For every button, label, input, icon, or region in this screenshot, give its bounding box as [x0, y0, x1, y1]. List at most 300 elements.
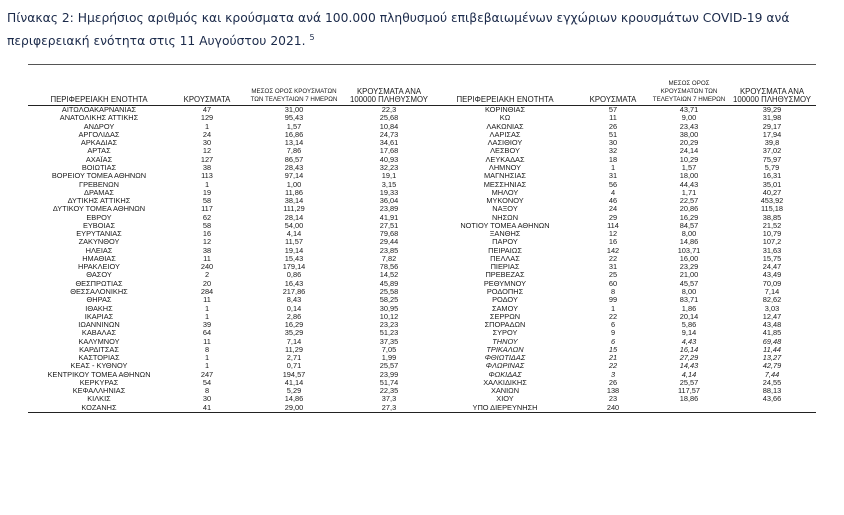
- per100k-cell-right: 43,66: [762, 395, 782, 404]
- per100k-cell-right: 43,48: [762, 320, 782, 330]
- avg7-cell: 95,43: [284, 114, 304, 123]
- per100k-cell: 30,95: [379, 304, 399, 313]
- cases-cell-right: 21: [608, 353, 618, 363]
- region-cell-right: ΡΟΔΟΥ: [492, 296, 518, 305]
- cases-cell-right: 60: [608, 279, 618, 288]
- col-header-region-2: ΠΕΡΙΦΕΡΕΙΑΚΗ ΕΝΟΤΗΤΑ: [456, 95, 554, 104]
- footnote-mark: 5: [309, 33, 315, 42]
- region-cell: ΗΛΕΙΑΣ: [85, 246, 113, 255]
- table-row: [28, 213, 816, 221]
- region-cell-right: ΝΑΞΟΥ: [492, 205, 518, 214]
- avg7-cell: 7,86: [286, 147, 302, 156]
- table-row: [28, 255, 816, 263]
- cases-cell: 113: [201, 172, 213, 181]
- region-cell-right: ΠΕΛΛΑΣ: [490, 254, 520, 263]
- region-cell-right: ΤΡΙΚΑΛΩΝ: [486, 345, 524, 354]
- avg7-cell: 1,57: [286, 122, 302, 131]
- region-cell-right: ΛΑΡΙΣΑΣ: [489, 130, 521, 139]
- avg7-cell: 28,14: [284, 213, 304, 222]
- cases-cell: 1: [204, 122, 210, 131]
- per100k-cell: 45,89: [379, 279, 399, 288]
- avg7-cell: 11,57: [285, 238, 303, 247]
- region-cell-right: ΦΘΙΩΤΙΔΑΣ: [484, 353, 526, 363]
- table-row: [28, 329, 816, 337]
- per100k-cell: 17,68: [379, 147, 399, 156]
- cases-cell: 2: [204, 271, 210, 280]
- cases-cell: 19: [202, 188, 212, 197]
- avg7-cell-right: 24,14: [679, 147, 699, 156]
- per100k-cell: 25,68: [379, 114, 399, 123]
- region-cell-right: ΠΡΕΒΕΖΑΣ: [485, 271, 525, 280]
- table-row: [28, 362, 816, 370]
- region-cell: ΙΚΑΡΙΑΣ: [84, 312, 114, 321]
- cases-cell-right: 56: [608, 180, 618, 189]
- avg7-cell: 16,29: [284, 320, 304, 330]
- cases-cell: 8: [204, 387, 210, 396]
- per100k-cell-right: 40,27: [762, 188, 782, 197]
- avg7-cell: 111,29: [283, 205, 305, 214]
- region-cell: ΔΥΤΙΚΗΣ ΑΤΤΙΚΗΣ: [67, 196, 131, 206]
- avg7-cell-right: 5,86: [681, 320, 697, 330]
- region-cell-right: ΠΙΕΡΙΑΣ: [490, 263, 520, 272]
- cases-cell-right: 51: [608, 130, 618, 139]
- region-cell-right: ΣΠΟΡΑΔΩΝ: [484, 320, 526, 330]
- cases-cell: 47: [202, 105, 212, 115]
- region-cell: ΘΗΡΑΣ: [86, 296, 112, 305]
- avg7-cell-right: 27,29: [679, 353, 699, 363]
- avg7-cell-right: 1,57: [681, 163, 697, 172]
- table-row: [28, 354, 816, 362]
- region-cell: ΗΡΑΚΛΕΙΟΥ: [78, 263, 120, 272]
- avg7-cell-right: 22,57: [679, 196, 699, 206]
- cases-cell: 38: [202, 163, 212, 172]
- caption-text: Πίνακας 2: Ημερήσιος αριθμός και κρούσματα ανά 100.000 πληθυσμού επιβεβαιωμένων εγχώριων κρουσμάτων COVID-19 ανά περιφερειακή ενότητα στις 11 Αυγούστου 2021.: [7, 11, 790, 49]
- avg7-cell: 194,57: [282, 370, 306, 379]
- per100k-cell-right: 35,01: [762, 180, 782, 189]
- avg7-cell-right: 43,71: [679, 105, 699, 115]
- cases-cell-right: 18: [608, 155, 618, 164]
- avg7-cell-right: 16,00: [679, 254, 699, 263]
- region-cell-right: ΧΑΛΚΙΔΙΚΗΣ: [483, 378, 527, 387]
- per100k-cell-right: 39,29: [762, 105, 782, 115]
- region-cell: ΚΑΒΑΛΑΣ: [81, 329, 117, 338]
- avg7-cell-right: 4,43: [681, 337, 697, 346]
- per100k-cell: 27,3: [381, 403, 397, 412]
- region-cell: ΑΝΑΤΟΛΙΚΗΣ ΑΤΤΙΚΗΣ: [59, 114, 139, 123]
- cases-cell: 247: [200, 370, 214, 379]
- cases-cell: 1: [204, 362, 210, 371]
- table-row: [28, 296, 816, 304]
- per100k-cell-right: 38,85: [762, 213, 782, 222]
- per100k-cell-right: 39,8: [764, 139, 780, 148]
- cases-cell: 284: [200, 287, 214, 296]
- table-row: [28, 395, 816, 403]
- per100k-cell: 51,74: [379, 378, 399, 387]
- avg7-cell: 7,14: [286, 337, 302, 346]
- per100k-cell: 10,12: [379, 312, 399, 321]
- region-cell: ΑΧΑΪΑΣ: [85, 155, 113, 164]
- region-cell: ΚΑΡΔΙΤΣΑΣ: [79, 345, 119, 354]
- per100k-cell: 24,73: [379, 130, 399, 139]
- top-rule: [28, 64, 816, 65]
- cases-cell: 1: [204, 353, 210, 363]
- region-cell-right: ΥΠΟ ΔΙΕΡΕΥΝΗΣΗ: [472, 403, 538, 412]
- region-cell: ΚΕΡΚΥΡΑΣ: [79, 378, 119, 387]
- region-cell-right: ΛΕΣΒΟΥ: [490, 147, 520, 156]
- table-row: [28, 304, 816, 312]
- region-cell: ΖΑΚΥΝΘΟΥ: [78, 238, 120, 247]
- cases-cell: 11: [203, 254, 211, 263]
- table-row: [28, 172, 816, 180]
- region-cell-right: ΡΕΘΥΜΝΟΥ: [483, 279, 527, 288]
- region-cell: ΚΑΣΤΟΡΙΑΣ: [78, 353, 120, 363]
- avg7-cell: 19,14: [284, 246, 304, 255]
- avg7-cell: 5,29: [286, 387, 302, 396]
- avg7-cell-right: 16,14: [679, 345, 699, 354]
- region-cell: ΑΡΓΟΛΙΔΑΣ: [78, 130, 120, 139]
- region-cell: ΘΑΣΟΥ: [86, 271, 112, 280]
- cases-cell: 1: [204, 304, 210, 313]
- region-cell: ΒΟΡΕΙΟΥ ΤΟΜΕΑ ΑΘΗΝΩΝ: [51, 172, 147, 181]
- region-cell: ΚΕΑΣ - ΚΥΘΝΟΥ: [70, 362, 128, 371]
- cases-cell: 54: [202, 378, 212, 387]
- region-cell-right: ΠΑΡΟΥ: [492, 238, 518, 247]
- cases-cell-right: 138: [606, 387, 620, 396]
- cases-cell-right: 31: [608, 172, 618, 181]
- cases-cell: 30: [202, 395, 212, 404]
- region-cell: ΚΕΦΑΛΛΗΝΙΑΣ: [72, 387, 126, 396]
- region-cell: ΑΝΔΡΟΥ: [83, 122, 115, 131]
- avg7-cell: 8,43: [286, 296, 302, 305]
- table-row: [28, 238, 816, 246]
- avg7-cell: 86,57: [284, 155, 304, 164]
- avg7-cell: 2,86: [286, 312, 302, 321]
- cases-cell: 38: [202, 246, 212, 255]
- table-row: [28, 288, 816, 296]
- table-body: [28, 106, 816, 413]
- region-cell: ΘΕΣΣΑΛΟΝΙΚΗΣ: [70, 287, 128, 296]
- region-cell: ΔΥΤΙΚΟΥ ΤΟΜΕΑ ΑΘΗΝΩΝ: [52, 205, 146, 214]
- per100k-cell-right: [728, 404, 816, 413]
- cases-cell-right: 25: [608, 271, 618, 280]
- per100k-cell-right: 31,63: [762, 246, 782, 255]
- avg7-cell-right: 1,86: [681, 304, 697, 313]
- per100k-cell-right: 107,2: [762, 238, 782, 247]
- region-cell-right: ΣΑΜΟΥ: [491, 304, 519, 313]
- avg7-cell-right: 38,00: [679, 130, 699, 139]
- avg7-cell: 179,14: [282, 263, 306, 272]
- per100k-cell-right: 5,79: [764, 163, 780, 172]
- avg7-cell-right: 4,14: [681, 370, 697, 379]
- cases-cell-right: 22: [608, 362, 618, 371]
- table-row: [28, 106, 816, 115]
- per100k-cell-right: 70,09: [762, 279, 782, 288]
- cases-cell: 41: [202, 403, 212, 412]
- cases-cell: 11: [203, 337, 211, 346]
- avg7-cell-right: 21,00: [679, 271, 699, 280]
- region-cell: ΑΙΤΩΛΟΑΚΑΡΝΑΝΙΑΣ: [61, 105, 137, 115]
- region-cell: ΚΙΛΚΙΣ: [87, 395, 111, 404]
- avg7-cell-right: 44,43: [679, 180, 699, 189]
- avg7-cell-right: 23,29: [679, 263, 699, 272]
- per100k-cell-right: 13,27: [762, 353, 782, 363]
- avg7-cell-right: 20,86: [679, 205, 699, 214]
- region-cell-right: ΜΕΣΣΗΝΙΑΣ: [483, 180, 527, 189]
- cases-cell-right: 99: [608, 296, 618, 305]
- region-cell: ΚΑΛΥΜΝΟΥ: [78, 337, 120, 346]
- avg7-cell-right: 45,57: [679, 279, 699, 288]
- avg7-cell: 0,14: [286, 304, 302, 313]
- per100k-cell: 10,84: [379, 122, 399, 131]
- avg7-cell: 41,14: [284, 378, 304, 387]
- per100k-cell-right: 11,44: [763, 345, 781, 354]
- col-header-cases: ΚΡΟΥΣΜΑΤΑ: [183, 95, 231, 104]
- col-header-per100k: ΚΡΟΥΣΜΑΤΑ ΑΝΑ 100000 ΠΛΗΘΥΣΜΟΥ: [350, 87, 428, 104]
- cases-cell: 1: [204, 312, 210, 321]
- table-row: [28, 156, 816, 164]
- per100k-cell-right: 37,02: [762, 147, 782, 156]
- cases-cell-right: 29: [608, 213, 618, 222]
- per100k-cell: 37,35: [379, 337, 399, 346]
- avg7-cell: 217,86: [282, 287, 306, 296]
- cases-cell-right: 46: [608, 196, 618, 206]
- col-header-cases-2: ΚΡΟΥΣΜΑΤΑ: [589, 95, 637, 104]
- per100k-cell: 22,3: [381, 105, 397, 115]
- region-cell-right: ΜΥΚΟΝΟΥ: [486, 196, 524, 206]
- avg7-cell-right: 1,71: [681, 188, 697, 197]
- cases-cell: 62: [202, 213, 212, 222]
- region-cell-right: ΦΩΚΙΔΑΣ: [488, 370, 522, 379]
- per100k-cell: 37,3: [381, 395, 397, 404]
- avg7-cell-right: 20,14: [679, 312, 699, 321]
- cases-cell-right: 24: [608, 205, 618, 214]
- cases-cell-right: 16: [608, 238, 618, 247]
- cases-cell-right: 9: [610, 329, 616, 338]
- cases-cell-right: 8: [610, 287, 616, 296]
- per100k-cell-right: 16,31: [762, 172, 782, 181]
- avg7-cell: 0,86: [286, 271, 302, 280]
- table-row: [28, 321, 816, 329]
- avg7-cell: 14,86: [284, 395, 304, 404]
- per100k-cell: 79,68: [379, 229, 399, 239]
- table-row: [28, 131, 816, 139]
- region-cell-right: ΧΑΝΙΩΝ: [490, 387, 520, 396]
- per100k-cell: 29,44: [379, 238, 399, 247]
- table-row: [28, 230, 816, 238]
- region-cell-right: ΛΑΣΙΘΙΟΥ: [487, 139, 523, 148]
- cases-cell-right: 30: [608, 139, 618, 148]
- cases-cell-right: 26: [608, 122, 618, 131]
- cases-cell-right: 23: [608, 395, 618, 404]
- col-header-region: ΠΕΡΙΦΕΡΕΙΑΚΗ ΕΝΟΤΗΤΑ: [50, 95, 148, 104]
- avg7-cell: 29,00: [284, 403, 304, 412]
- table-row: [28, 205, 816, 213]
- table-row: [28, 371, 816, 379]
- region-cell-right: ΜΗΛΟΥ: [491, 188, 519, 197]
- avg7-cell-right: [650, 404, 728, 413]
- avg7-cell-right: 9,14: [681, 329, 697, 338]
- region-cell-right: ΣΥΡΟΥ: [492, 329, 518, 338]
- per100k-cell: 78,56: [379, 263, 399, 272]
- cases-cell-right: 22: [608, 312, 618, 321]
- avg7-cell: 1,00: [286, 180, 302, 189]
- per100k-cell: 22,35: [379, 387, 399, 396]
- cases-cell-right: 114: [607, 221, 619, 230]
- avg7-cell: 54,00: [284, 221, 304, 230]
- region-cell-right: ΧΙΟΥ: [496, 395, 514, 404]
- cases-cell-right: 26: [608, 378, 618, 387]
- per100k-cell-right: 115,18: [760, 205, 784, 214]
- region-cell-right: ΛΕΥΚΑΔΑΣ: [485, 155, 525, 164]
- cases-cell: 16: [202, 229, 212, 239]
- table-row: [28, 346, 816, 354]
- region-cell-right: ΝΗΣΩΝ: [491, 213, 519, 222]
- cases-cell: 127: [200, 155, 214, 164]
- avg7-cell-right: 83,71: [679, 296, 699, 305]
- per100k-cell: 19,33: [379, 188, 399, 197]
- avg7-cell: 28,43: [284, 163, 304, 172]
- region-cell: ΚΟΖΑΝΗΣ: [81, 403, 117, 412]
- avg7-cell-right: 117,57: [677, 387, 701, 396]
- region-cell-right: ΤΗΝΟΥ: [492, 337, 518, 346]
- region-cell: ΕΥΒΟΙΑΣ: [82, 221, 116, 230]
- avg7-cell: 38,14: [284, 196, 304, 206]
- per100k-cell: 41,91: [379, 213, 399, 222]
- per100k-cell: 23,23: [379, 320, 399, 330]
- region-cell-right: ΦΛΩΡΙΝΑΣ: [485, 362, 525, 371]
- avg7-cell: 15,43: [284, 254, 304, 263]
- col-header-avg7: ΜΕΣΟΣ ΟΡΟΣ ΚΡΟΥΣΜΑΤΩΝ ΤΩΝ ΤΕΛΕΥΤΑΙΩΝ 7 ΗΜΕΡΩΝ: [250, 88, 338, 103]
- table-row: [28, 263, 816, 271]
- table-row: [28, 222, 816, 230]
- region-cell: ΘΕΣΠΡΩΤΙΑΣ: [75, 279, 123, 288]
- avg7-cell-right: 14,43: [679, 362, 699, 371]
- cases-cell: 8: [204, 345, 210, 354]
- col-header-per100k-2: ΚΡΟΥΣΜΑΤΑ ΑΝΑ 100000 ΠΛΗΘΥΣΜΟΥ: [733, 87, 811, 104]
- cases-cell: 1: [204, 180, 210, 189]
- per100k-cell-right: 24,47: [762, 263, 782, 272]
- per100k-cell-right: 43,49: [762, 271, 782, 280]
- cases-cell: 11: [203, 296, 211, 305]
- avg7-cell-right: 84,57: [679, 221, 699, 230]
- table-row: [28, 123, 816, 131]
- per100k-cell: 7,82: [381, 254, 397, 263]
- table-row: [28, 147, 816, 155]
- per100k-cell-right: 453,92: [760, 196, 784, 206]
- avg7-cell: 11,86: [285, 188, 303, 197]
- cases-cell: 64: [202, 329, 212, 338]
- region-cell: ΙΩΑΝΝΙΝΩΝ: [78, 320, 120, 330]
- per100k-cell: 14,52: [379, 271, 399, 280]
- region-cell-right: ΜΑΓΝΗΣΙΑΣ: [484, 172, 526, 181]
- per100k-cell-right: 29,17: [762, 122, 782, 131]
- per100k-cell-right: 3,03: [764, 304, 780, 313]
- cases-cell-right: 1: [610, 304, 616, 313]
- region-cell-right: ΝΟΤΙΟΥ ΤΟΜΕΑ ΑΘΗΝΩΝ: [460, 221, 550, 230]
- region-cell-right: ΞΑΝΘΗΣ: [489, 229, 521, 239]
- per100k-cell: 40,93: [379, 155, 399, 164]
- region-cell: ΔΡΑΜΑΣ: [84, 188, 114, 197]
- table-row: [28, 180, 816, 188]
- cases-cell: 39: [202, 320, 212, 330]
- per100k-cell-right: 10,79: [762, 229, 782, 239]
- cases-cell-right: 4: [610, 188, 616, 197]
- cases-cell-right: 22: [608, 254, 618, 263]
- cases-cell-right: 31: [608, 263, 618, 272]
- avg7-cell: 4,14: [286, 229, 302, 239]
- cases-cell-right: 32: [608, 147, 618, 156]
- table-row: [28, 337, 816, 345]
- per100k-cell: 7,05: [381, 345, 397, 354]
- avg7-cell: 11,29: [285, 345, 303, 354]
- per100k-cell-right: 82,62: [762, 296, 782, 305]
- table-row: [28, 114, 816, 122]
- cases-cell-right: 12: [608, 229, 618, 239]
- per100k-cell-right: 24,55: [762, 378, 782, 387]
- table-row: [28, 271, 816, 279]
- per100k-cell-right: 42,79: [762, 362, 782, 371]
- region-cell-right: ΣΕΡΡΩΝ: [489, 312, 521, 321]
- per100k-cell-right: 88,13: [762, 387, 782, 396]
- per100k-cell-right: 7,14: [764, 287, 780, 296]
- avg7-cell: 16,86: [284, 130, 304, 139]
- per100k-cell: 34,61: [379, 139, 399, 148]
- avg7-cell-right: 18,86: [679, 395, 699, 404]
- region-cell-right: ΛΗΜΝΟΥ: [488, 163, 522, 172]
- per100k-cell: 23,99: [379, 370, 399, 379]
- per100k-cell: 32,23: [379, 163, 399, 172]
- per100k-cell-right: 17,94: [762, 130, 782, 139]
- table-row: [28, 313, 816, 321]
- cases-cell-right: 6: [610, 337, 616, 346]
- cases-cell: 20: [202, 279, 212, 288]
- avg7-cell-right: 8,00: [681, 287, 697, 296]
- per100k-cell-right: 31,98: [762, 114, 782, 123]
- cases-cell-right: 6: [610, 320, 616, 330]
- cases-cell-right: 57: [608, 105, 618, 115]
- cases-cell: 24: [202, 130, 212, 139]
- table-row: [28, 379, 816, 387]
- region-cell-right: ΠΕΙΡΑΙΩΣ: [488, 246, 522, 255]
- table-row: [28, 139, 816, 147]
- region-cell-right: ΡΟΔΟΠΗΣ: [486, 287, 524, 296]
- avg7-cell-right: 16,29: [679, 213, 699, 222]
- per100k-cell: 58,25: [379, 296, 399, 305]
- avg7-cell-right: 20,29: [679, 139, 699, 148]
- table-row: [28, 387, 816, 395]
- avg7-cell-right: 10,29: [679, 155, 699, 164]
- avg7-cell-right: 103,71: [677, 246, 701, 255]
- table-row: [28, 197, 816, 205]
- per100k-cell: 51,23: [379, 329, 399, 338]
- per100k-cell: 3,15: [381, 180, 397, 189]
- region-cell: ΕΒΡΟΥ: [86, 213, 112, 222]
- region-cell-right: ΚΟΡΙΝΘΙΑΣ: [484, 105, 526, 115]
- col-header-avg7-2: ΜΕΣΟΣ ΟΡΟΣ ΚΡΟΥΣΜΑΤΩΝ ΤΩΝ ΤΕΛΕΥΤΑΙΩΝ 7 ΗΜΕΡΩΝ: [652, 80, 726, 103]
- cases-cell-right: 3: [610, 370, 616, 379]
- per100k-cell: 19,1: [381, 172, 397, 181]
- avg7-cell: 35,29: [284, 329, 304, 338]
- cases-cell: 58: [202, 196, 212, 206]
- per100k-cell-right: 12,47: [762, 312, 782, 321]
- per100k-cell: 25,57: [379, 362, 399, 371]
- region-cell: ΙΘΑΚΗΣ: [85, 304, 113, 313]
- avg7-cell-right: 23,43: [679, 122, 699, 131]
- cases-cell-right: 142: [606, 246, 620, 255]
- per100k-cell: 1,99: [381, 353, 397, 363]
- per100k-cell: 25,58: [379, 287, 399, 296]
- avg7-cell: 31,00: [284, 105, 304, 115]
